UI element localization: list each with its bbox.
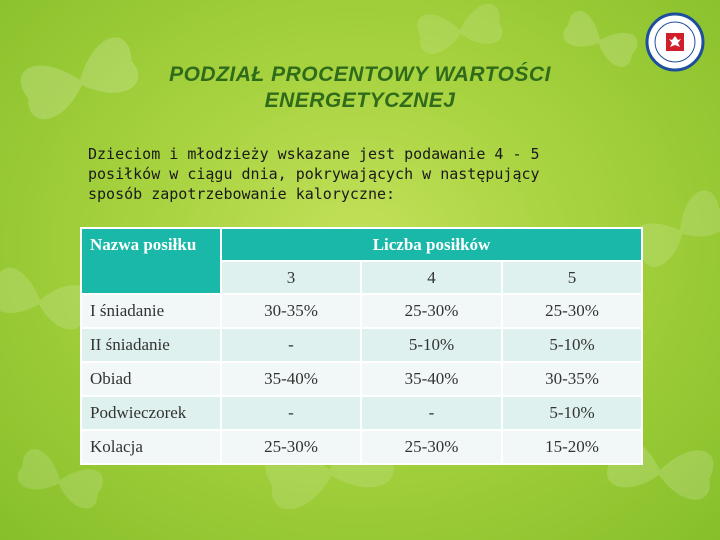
- meal-name: II śniadanie: [81, 328, 221, 362]
- meal-value: 25-30%: [361, 430, 502, 464]
- header-meal-name: Nazwa posiłku: [81, 228, 221, 294]
- meal-value: -: [361, 396, 502, 430]
- header-meal-count: Liczba posiłków: [221, 228, 642, 261]
- page-title: [40, 62, 680, 114]
- intro-line-2: posiłków w ciągu dnia, pokrywających w następujący: [88, 165, 540, 183]
- intro-paragraph: [88, 144, 608, 204]
- meal-distribution-table: [80, 227, 643, 465]
- butterfly-icon: [0, 265, 91, 333]
- table-row: [81, 328, 642, 362]
- meal-value: 25-30%: [502, 294, 642, 328]
- meal-value: 25-30%: [361, 294, 502, 328]
- table-row: [81, 294, 642, 328]
- meal-value: 5-10%: [502, 328, 642, 362]
- meal-name: I śniadanie: [81, 294, 221, 328]
- meal-value: 30-35%: [221, 294, 361, 328]
- count-header-4: 4: [361, 261, 502, 294]
- count-header-3: 3: [221, 261, 361, 294]
- meal-value: 35-40%: [221, 362, 361, 396]
- meal-value: 25-30%: [221, 430, 361, 464]
- intro-line-3: sposób zapotrzebowanie kaloryczne:: [88, 185, 396, 203]
- butterfly-icon: [415, 2, 504, 56]
- meal-value: 30-35%: [502, 362, 642, 396]
- table-row: [81, 396, 642, 430]
- meal-value: -: [221, 396, 361, 430]
- butterfly-icon: [560, 8, 641, 70]
- meal-name: Podwieczorek: [81, 396, 221, 430]
- meal-value: 15-20%: [502, 430, 642, 464]
- meal-value: 5-10%: [361, 328, 502, 362]
- intro-line-1: Dzieciom i młodzieży wskazane jest podawanie 4 - 5: [88, 145, 540, 163]
- count-header-5: 5: [502, 261, 642, 294]
- title-line-2: ENERGETYCZNEJ: [264, 89, 456, 112]
- table-row: [81, 362, 642, 396]
- meal-value: 35-40%: [361, 362, 502, 396]
- title-line-1: PODZIAŁ PROCENTOWY WARTOŚCI: [169, 63, 551, 86]
- meal-name: Kolacja: [81, 430, 221, 464]
- meal-value: -: [221, 328, 361, 362]
- meal-value: 5-10%: [502, 396, 642, 430]
- meal-name: Obiad: [81, 362, 221, 396]
- table-row: [81, 430, 642, 464]
